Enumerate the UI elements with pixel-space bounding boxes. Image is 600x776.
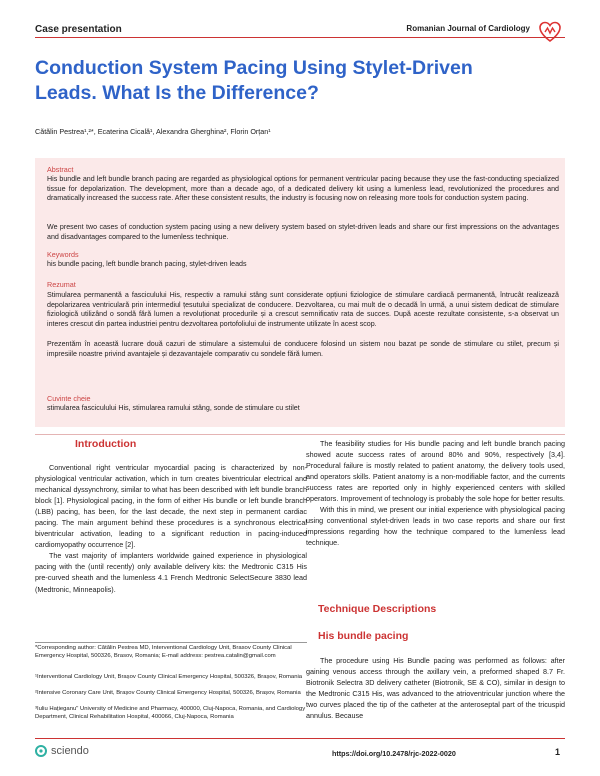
rezumat-heading: Rezumat bbox=[47, 280, 76, 289]
cuvinte-cheie-text: stimularea fasciculului His, stimularea ramului stâng, sonde de stimulare cu stilet bbox=[47, 404, 300, 412]
feasibility-paragraph: The feasibility studies for His bundle pacing and left bundle branch pacing showed acute success rates of around 80% and 90%, respectively [3,4]. Procedural failure is mostly related to patient anatomy, the delivery tools used, and operators skills. Patient anatomy is a non-modifiable factor, and the currents success rates are reported only in highly experienced centers with skilled operators. Improvement of technology is probably the sole hope for better results. bbox=[306, 439, 565, 504]
his-bundle-pacing-heading: His bundle pacing bbox=[318, 630, 409, 642]
rezumat-paragraph-2: Prezentăm în această lucrare două cazuri de stimulare a sistemului de conducere folosind un sistem nou bazat pe sonde de stimulare cu stilet, precum și impresiile noastre privind avantajele și dezavantajele comparativ cu sondele fără lumen. bbox=[47, 340, 559, 358]
section-label: Case presentation bbox=[35, 24, 122, 35]
introduction-paragraph-1: Conventional right ventricular myocardial pacing is characterized by non-physiological ventricular activation, which in turn creates biventricular electrical and mechanical dyssynchrony, similar to what has been described with left bundle branch block [1]. Physiological pacing, in the form of either His bundle or left bundle branch (LBB) pacing, has been, for the last decade, the next step in permanent cardiac pacing. The main argument behind these procedures is a synchronous electrical biventricular activation, leading to a significant reduction in pacing-induced cardiomyopathy occurrence [2]. bbox=[35, 463, 307, 550]
publisher-name: sciendo bbox=[51, 745, 89, 757]
introduction-paragraph-2: The vast majority of implanters worldwide gained experience in physiological pacing with the (until recently) only available delivery kits: the Medtronic C315 His pre-curved sheath and the lumenless 4.1 French Medtronic SelectSecure 3830 lead (Medtronic, Minneapolis). bbox=[35, 551, 307, 594]
footer-rule bbox=[35, 738, 565, 739]
footnote-affiliation-3: ³Iuliu Hațieganu" University of Medicine and Pharmacy, 400000, Cluj-Napoca, Romania, and Cardiology Department, Clinical Rehabilitation Hospital, 400066, Cluj-Napoca, Romania bbox=[35, 706, 306, 720]
header-rule bbox=[35, 37, 565, 38]
abstract-paragraph-1: His bundle and left bundle branch pacing are regarded as physiological options for permanent ventricular pacing because they use the fast-conducting specialized tissue for depolarization. The development, more than a decade ago, of a dedicated delivery kit using a lumenless lead, revolutionized the procedures and dramatically increased the success rate. After these consistent results, the industry is focusing now on releasing more tools for conduction system pacing. bbox=[47, 175, 559, 203]
introduction-body bbox=[35, 462, 307, 595]
keywords-text: his bundle pacing, left bundle branch pacing, stylet-driven leads bbox=[47, 260, 247, 268]
journal-name: Romanian Journal of Cardiology bbox=[406, 24, 530, 33]
his-bundle-procedure-paragraph: The procedure using His Bundle pacing was performed as follows: after gaining venous access through the axillary vein, a preformed shaped 8.7 Fr. Biotronik Selectra 3D delivery catheter (Biotronik, SE & CO), similar in design to the Medtronic C315 His, was advanced to the atrioventricular junction where the two curves placed the tip of the catheter at the anteroseptal part of the tricuspid annulus. Because bbox=[306, 656, 565, 721]
page-number: 1 bbox=[555, 747, 561, 757]
right-column-body bbox=[306, 438, 565, 548]
rezumat-paragraph-1: Stimularea permanentă a fasciculului His, respectiv a ramului stâng sunt considerate opțiuni fiziologice de stimulare cardiacă permanentă, întrucât realizează depolarizarea ventriculară prin intermediul țesutului specializat de conducere. Dezvoltarea, cu mai mult de o decadă în urmă, a unui sistem dedicat de stimulare fiziologică utilizând o sondă fără lumen a revoluționat procedurile și a crescut semnificativ rata de succes. După aceste rezultate consistente, s-a observat un interes crescut din partea industriei pentru dezvoltarea portofoliului de instrumente utilizate în acest scop. bbox=[47, 291, 559, 328]
publisher-logo bbox=[35, 745, 89, 757]
journal-heart-logo-icon bbox=[538, 20, 562, 44]
doi-link[interactable]: https://doi.org/10.2478/rjc-2022-0020 bbox=[332, 749, 456, 758]
abstract-box bbox=[35, 158, 565, 427]
experience-paragraph: With this in mind, we present our initial experience with physiological pacing using conventional stylet-driven leads in two case reports and share our first impressions regarding how the technique compared to the lumenless lead technique. bbox=[306, 505, 565, 548]
introduction-heading: Introduction bbox=[75, 438, 137, 450]
author-list: Cătălin Pestrea¹,²*, Ecaterina Cicală¹, Alexandra Gherghina², Florin Orțan¹ bbox=[35, 127, 271, 136]
footnote-affiliation-1: ¹Interventional Cardiology Unit, Brașov County Clinical Emergency Hospital, 500326, Brașov, Romania bbox=[35, 674, 303, 680]
abstract-paragraph-2: We present two cases of conduction system pacing using a new delivery system based on stylet-driven leads and share our first impressions on the advantages and disadvantages compared to the lumenless technique. bbox=[47, 223, 559, 241]
sciendo-icon bbox=[35, 745, 47, 757]
his-bundle-procedure-body bbox=[306, 655, 565, 721]
keywords-heading: Keywords bbox=[47, 250, 79, 259]
cuvinte-cheie-heading: Cuvinte cheie bbox=[47, 394, 91, 403]
footnote-affiliation-2: ²Intensive Coronary Care Unit, Brașov County Clinical Emergency Hospital, 500326, Brașov, Romania bbox=[35, 690, 301, 696]
footnote-rule bbox=[35, 642, 307, 643]
abstract-heading: Abstract bbox=[47, 165, 74, 174]
columns-top-rule bbox=[35, 434, 565, 435]
article-title: Conduction System Pacing Using Stylet-Driven Leads. What Is the Difference? bbox=[35, 57, 473, 104]
footnote-corresponding-author: *Corresponding author: Cătălin Pestrea MD, Interventional Cardiology Unit, Brasov County Clinical Emergency Hospital, 500326, Brasov, Romania; E-mail address: pestrea.catalin@gmail.com bbox=[35, 645, 292, 659]
technique-descriptions-heading: Technique Descriptions bbox=[318, 603, 437, 615]
